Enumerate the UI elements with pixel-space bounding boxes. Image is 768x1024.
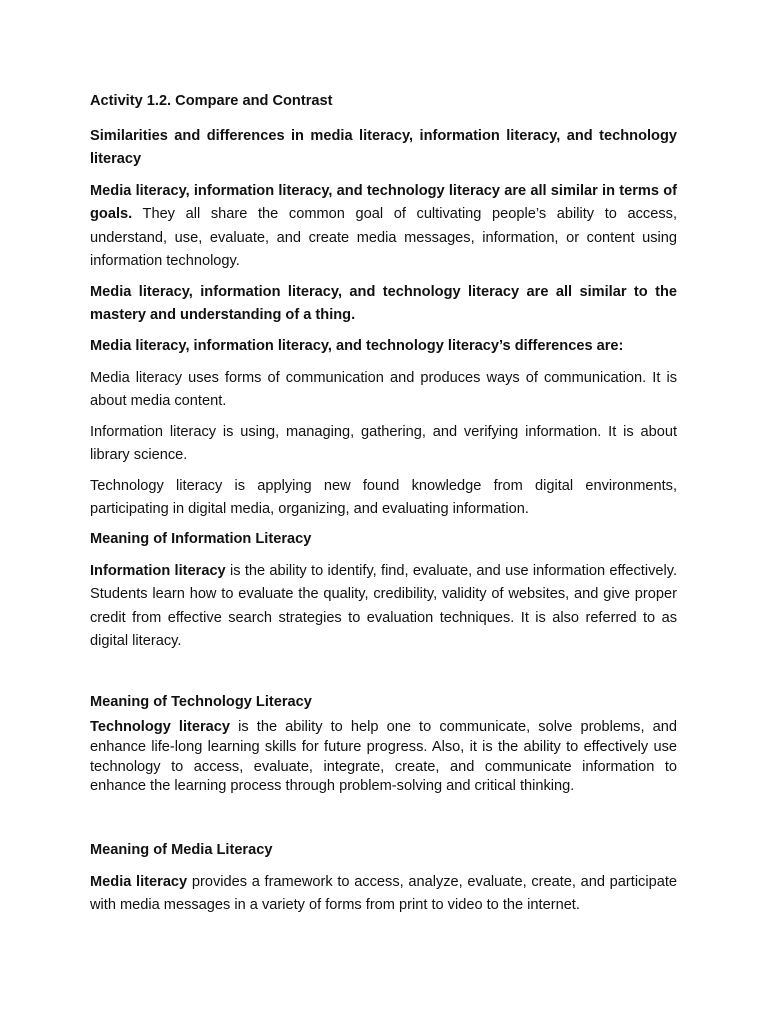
goals-lead: Media literacy, information literacy, and technology literacy are all similar in terms of goals. [90, 183, 677, 223]
mastery-statement: Media literacy, information literacy, and technology literacy are all similar to the mastery and understanding of a thing. [90, 284, 677, 324]
media-literacy-term: Media literacy [90, 874, 188, 890]
info-literacy-term: Information literacy [90, 563, 226, 579]
goals-paragraph [90, 180, 677, 274]
activity-title: Activity 1.2. Compare and Contrast [90, 93, 333, 109]
media-literacy-heading: Meaning of Media Literacy [90, 842, 273, 858]
info-literacy-paragraph [90, 560, 677, 654]
diff-technology-paragraph: Technology literacy is applying new found knowledge from digital environments, participating in digital media, organizing, and evaluating information. [90, 478, 677, 518]
tech-literacy-paragraph [90, 718, 677, 797]
tech-literacy-term: Technology literacy [90, 719, 231, 735]
info-literacy-heading: Meaning of Information Literacy [90, 531, 312, 547]
diff-information-paragraph: Information literacy is using, managing, gathering, and verifying information. It is about library science. [90, 424, 677, 464]
tech-literacy-text: is the ability to help one to communicate, solve problems, and enhance life-long learning skills for future progress. Also, it is the ability to effectively use technology to access, evaluate, integrate, create, and communicate information to enhance the learning process through problem-solving and critical thinking. [90, 719, 677, 795]
goals-text: They all share the common goal of cultivating people’s ability to access, understand, use, evaluate, and create media messages, information, or content using information technology. [90, 206, 677, 270]
diff-media-paragraph: Media literacy uses forms of communication and produces ways of communication. It is about media content. [90, 370, 677, 410]
tech-literacy-heading: Meaning of Technology Literacy [90, 694, 312, 710]
similarities-heading: Similarities and differences in media literacy, information literacy, and technology literacy [90, 128, 677, 168]
info-literacy-text: is the ability to identify, find, evaluate, and use information effectively. Students learn how to evaluate the quality, credibility, validity of websites, and give proper credit from effective search strategies to evaluation techniques. It is also referred to as digital literacy. [90, 563, 677, 650]
differences-heading: Media literacy, information literacy, and technology literacy’s differences are: [90, 338, 624, 354]
media-literacy-paragraph [90, 871, 677, 918]
media-literacy-text: provides a framework to access, analyze, evaluate, create, and participate with media messages in a variety of forms from print to video to the internet. [90, 874, 678, 914]
